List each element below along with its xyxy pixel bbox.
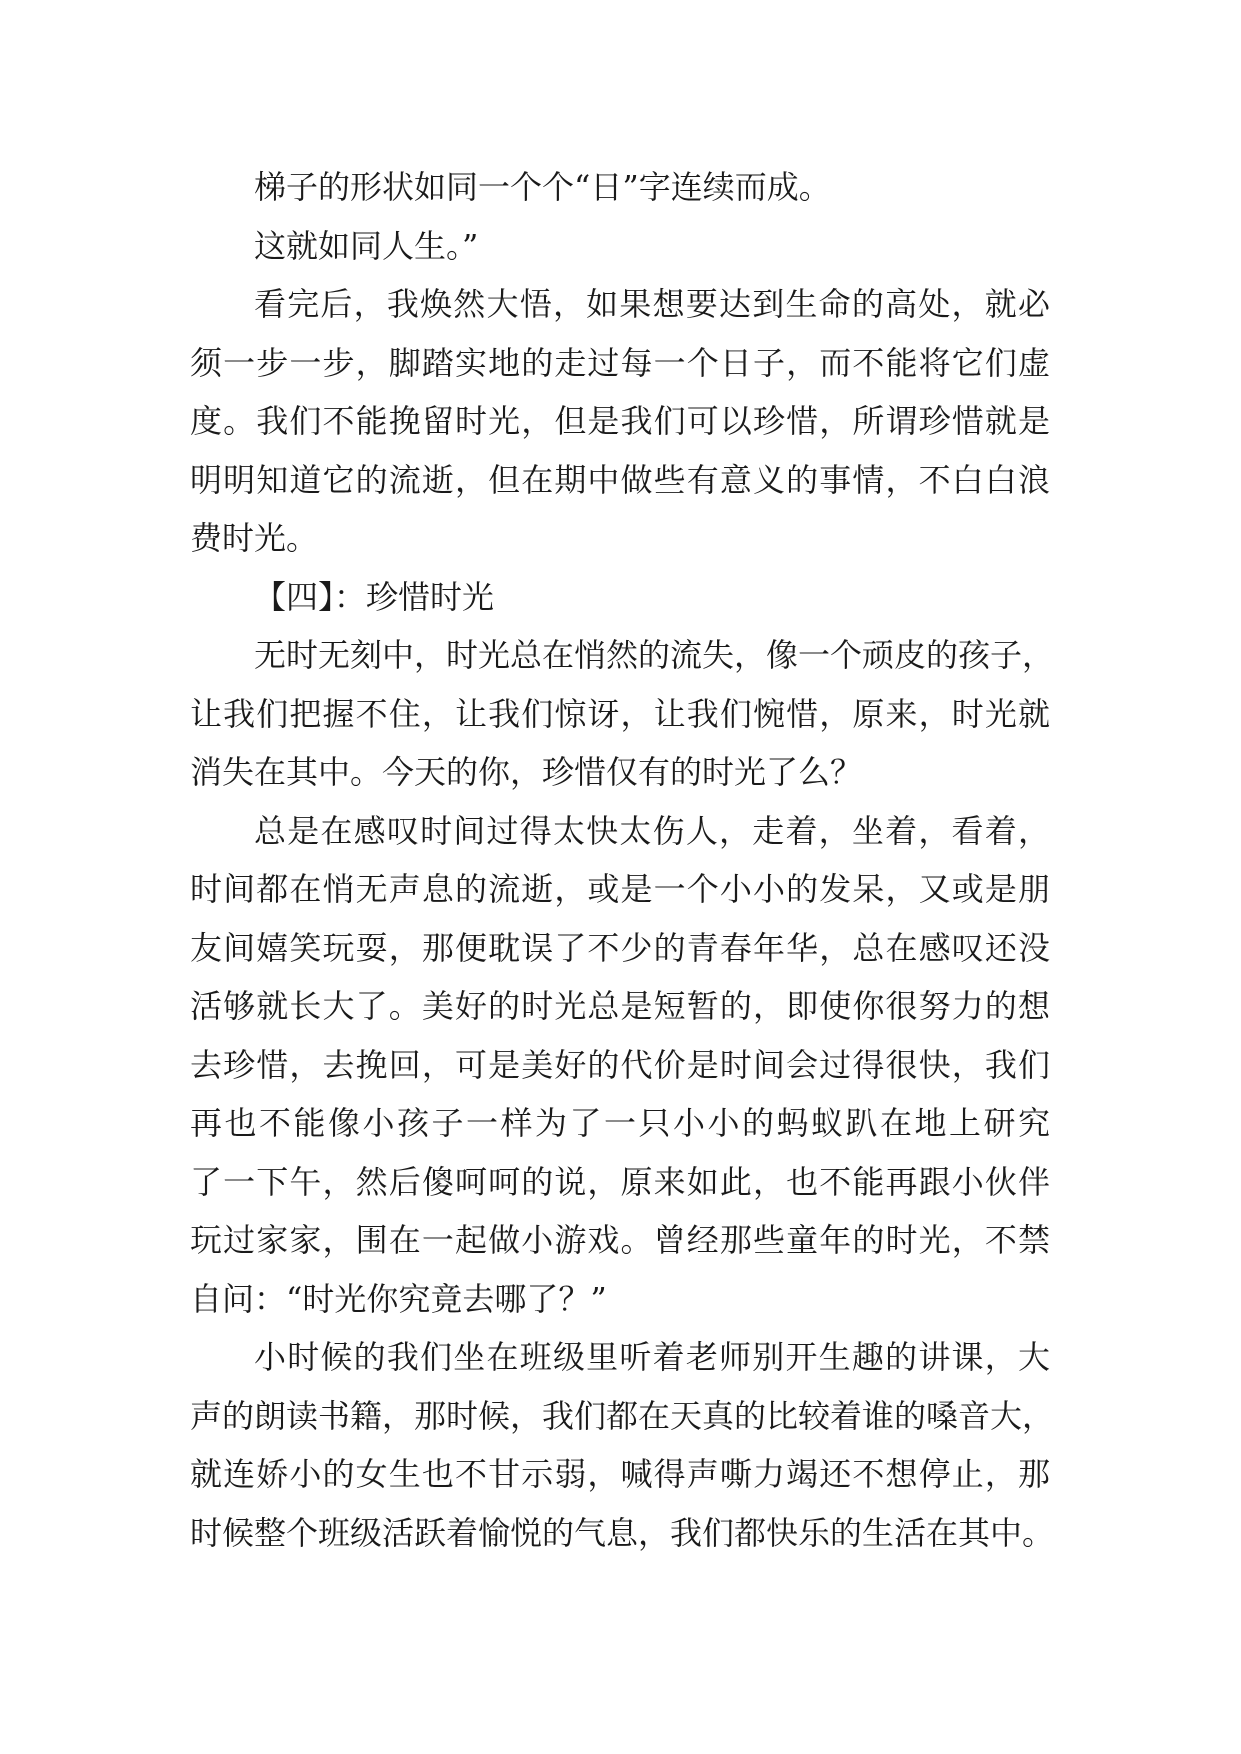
- text-line: 了一下午，然后傻呵呵的说，原来如此，也不能再跟小伙伴: [190, 1162, 1050, 1201]
- document-body: [190, 158, 1055, 1562]
- text-line: 梯子的形状如同一个个“日”字连续而成。: [254, 168, 831, 206]
- text-line: 时间都在悄无声息的流逝，或是一个小小的发呆，又或是朋: [190, 870, 1050, 908]
- text-line: 消失在其中。今天的你，珍惜仅有的时光了么？: [190, 753, 863, 791]
- text-line: 去珍惜，去挽回，可是美好的代价是时间会过得很快，我们: [190, 1045, 1050, 1084]
- text-line: 总是在感叹时间过得太快太伤人，走着，坐着，看着，: [254, 811, 1050, 850]
- text-line: 明明知道它的流逝，但在期中做些有意义的事情，不白白浪: [190, 460, 1050, 499]
- text-line: 让我们把握不住，让我们惊讶，让我们惋惜，原来，时光就: [190, 694, 1050, 733]
- text-line: 费时光。: [190, 519, 319, 557]
- section-heading: [190, 568, 1050, 627]
- text-line: 【四】：珍惜时光: [254, 577, 495, 616]
- paragraph: [190, 1328, 1055, 1562]
- text-line: 看完后，我焕然大悟，如果想要达到生命的高处，就必: [254, 285, 1050, 323]
- paragraph: [190, 626, 1055, 802]
- text-line: 活够就长大了。美好的时光总是短暂的，即使你很努力的想: [190, 987, 1050, 1025]
- text-line: 玩过家家，围在一起做小游戏。曾经那些童年的时光，不禁: [190, 1221, 1050, 1259]
- paragraph: [190, 275, 1050, 568]
- text-line: 无时无刻中，时光总在悄然的流失，像一个顽皮的孩子，: [254, 636, 1055, 674]
- paragraph: [190, 217, 1050, 276]
- text-line: 小时候的我们坐在班级里听着老师别开生趣的讲课，大: [254, 1338, 1050, 1376]
- text-line: 声的朗读书籍，那时候，我们都在天真的比较着谁的嗓音大，: [190, 1396, 1055, 1435]
- text-line: 度。我们不能挽留时光，但是我们可以珍惜，所谓珍惜就是: [190, 402, 1050, 440]
- text-line: 再也不能像小孩子一样为了一只小小的蚂蚁趴在地上研究: [190, 1104, 1050, 1142]
- text-line: 这就如同人生。”: [254, 226, 479, 265]
- text-line: 友间嬉笑玩耍，那便耽误了不少的青春年华，总在感叹还没: [190, 928, 1050, 967]
- text-line: 自问：“时光你究竟去哪了？”: [190, 1279, 607, 1318]
- text-line: 就连娇小的女生也不甘示弱，喊得声嘶力竭还不想停止，那: [190, 1455, 1050, 1493]
- paragraph: [190, 802, 1050, 1329]
- text-line: 时候整个班级活跃着愉悦的气息，我们都快乐的生活在其中。: [190, 1513, 1055, 1552]
- text-line: 须一步一步，脚踏实地的走过每一个日子，而不能将它们虚: [190, 343, 1050, 382]
- paragraph: [190, 158, 1050, 217]
